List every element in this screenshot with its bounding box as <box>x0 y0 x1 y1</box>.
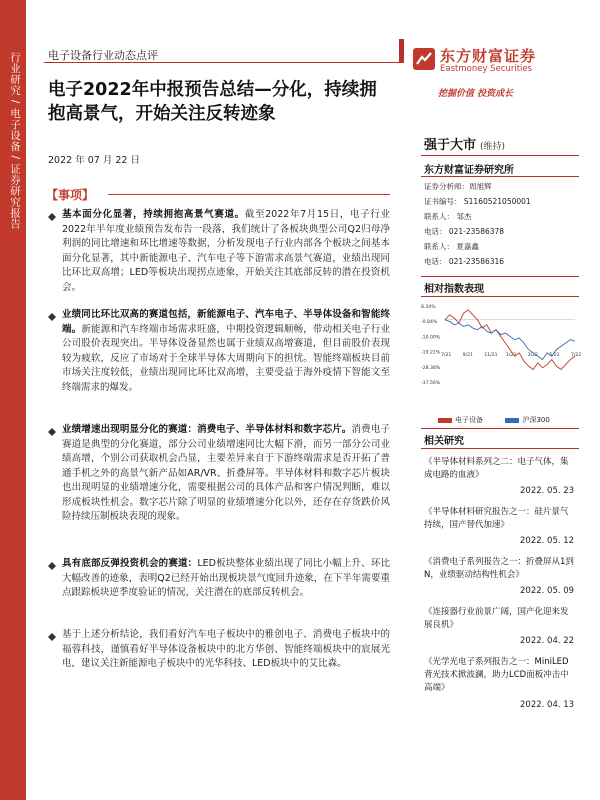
paragraph-2-lead: 业绩同比环比双高的赛道包括，新能源电子、汽车电子、半导体设备和智能终端。 <box>62 309 390 335</box>
logo-mark-icon <box>412 47 436 71</box>
right-divider-3 <box>421 276 579 277</box>
chart-section-title: 相对指数表现 <box>424 284 484 295</box>
y-tick-label: -10.00% <box>421 335 441 341</box>
bullet-diamond-icon <box>48 213 56 221</box>
left-sidebar <box>0 0 26 800</box>
y-tick-label: -0.84% <box>421 320 438 326</box>
chart-legend <box>438 415 550 425</box>
right-divider-2 <box>421 176 579 177</box>
y-tick-label: 8.34% <box>421 305 436 310</box>
bullet-diamond-icon <box>48 633 56 641</box>
right-divider-1 <box>421 155 579 156</box>
related-item-date: 2022. 04. 13 <box>520 700 575 710</box>
related-item[interactable]: 《光学光电子系列报告之一：MiniLED背光技术掀波澜，助力LCD面板冲击中高端》 <box>424 657 569 693</box>
paragraph-4-body: LED板块整体业绩出现了同比小幅上升、环比大幅改善的迹象，表明Q2已经开始出现板块景气度回升迹象，在下半年需要重点跟踪板块逆季度验证的情况，关注潜在的底部反转机会。 <box>62 558 390 598</box>
rating-label: 强于大市 <box>424 138 477 153</box>
right-divider-4 <box>421 296 579 297</box>
paragraph-3 <box>62 423 390 525</box>
events-divider <box>108 194 390 195</box>
events-label: 【事项】 <box>46 188 95 202</box>
legend-item-hs300: 沪深300 <box>505 416 549 424</box>
y-tick-label: -19.21% <box>421 350 441 356</box>
related-item-date: 2022. 05. 12 <box>520 536 575 546</box>
paragraph-3-body: 消费电子赛道是典型的分化赛道，部分公司业绩增速同比大幅下滑，而另一部分公司业绩高增，个别公司获取机会凸显，主要差异来自于下游终端需求是否开拓了普通手机之外的高景气新产品如AR/VR、折叠屏等。半导体材料和数字芯片板块也出现明显的业绩增速分化，需要根据公司的具体产品和客户情况判断，难以形成板块性机会。数字芯片除了明显的业绩增速分化以外，还存在存货跌价风险持续压制板块表现的现象。 <box>62 424 390 522</box>
related-item[interactable]: 《半导体材料系列之二：电子气体，集成电路的血液》 <box>424 457 569 480</box>
bullet-diamond-icon <box>48 313 56 321</box>
paragraph-5 <box>62 628 390 672</box>
bullet-diamond-icon <box>48 428 56 436</box>
related-item[interactable]: 《连接器行业前景广阔，国产化迎来发展良机》 <box>424 607 569 630</box>
right-divider-5 <box>421 428 579 429</box>
rating-sub: (维持) <box>480 142 506 152</box>
related-item[interactable]: 《半导体材料研究报告之一：硅片景气持续，国产替代加速》 <box>424 507 569 530</box>
header-accent-block <box>399 39 404 63</box>
related-item-date: 2022. 05. 23 <box>520 486 575 496</box>
legend-item-electronics: 电子设备 <box>438 416 483 424</box>
contact-phone-1: 电话： 021-23586378 <box>424 227 505 236</box>
series-line-电子设备 <box>445 310 575 370</box>
report-title: 电子2022年中报预告总结—分化，持续拥抱高景气，开始关注反转迹象 <box>48 80 377 124</box>
x-tick-label: 9/21 <box>462 353 473 358</box>
y-tick-label: -37.56% <box>421 381 441 386</box>
x-tick-label: 1/22 <box>506 353 517 358</box>
relative-index-chart <box>421 300 582 400</box>
related-research-title: 相关研究 <box>424 436 464 447</box>
paragraph-3-lead: 业绩增速出现明显分化的赛道：消费电子、半导体材料和数字芯片。 <box>62 424 352 435</box>
institute-name: 东方财富证券研究所 <box>424 165 514 176</box>
paragraph-1-body: 截至2022年7月15日，电子行业2022年半年度业绩预告发布告一段落，我们统计了各板块典型公司Q2归母净利润的同比增速和环比增速等数据，分析发现电子行业内部各个板块之间基本面分化显著，其中新能源电子、汽车电子等下游需求高景气赛道，业绩出现同比环比双高增；LED等板块出现拐点迹象，开始关注其底部反转的潜在投资机会。 <box>62 209 390 293</box>
analyst-name: 证券分析师：周旭辉 <box>424 182 492 191</box>
paragraph-4 <box>62 557 390 601</box>
logo-english-name: Eastmoney Securities <box>440 64 533 74</box>
contact-person-1: 联系人： 邹杰 <box>424 212 472 221</box>
x-tick-label: 3/22 <box>527 353 538 358</box>
paragraph-2 <box>62 308 390 395</box>
related-item-date: 2022. 04. 22 <box>520 636 575 646</box>
paragraph-2-body: 新能源和汽车终端市场需求旺盛，中期投资逻辑顺畅，带动相关电子行业公司股价表现突出。半导体设备显然也属于业绩双高增赛道，但目前股价表现较为疲软，反应了市场对于全球半导体大周期向下的担忧。智能终端板块目前市场关注度较低，业绩出现同比环比双高增，主要受益于海外疫情下智能文至终端需求的爆发。 <box>62 323 390 393</box>
logo-chinese-name: 东方财富证券 <box>440 47 537 65</box>
header-divider <box>44 62 399 63</box>
x-tick-label: 5/22 <box>549 353 560 358</box>
report-type-label: 电子设备行业动态点评 <box>48 49 158 62</box>
x-tick-label: 11/21 <box>484 353 498 358</box>
sidebar-category-text: 行业研究 / 电子设备 / 证券研究报告 <box>9 52 21 230</box>
related-item[interactable]: 《消费电子系列报告之一：折叠屏从1到N，业绩驱动结构性机会》 <box>424 557 574 580</box>
certificate-number: 证书编号： S1160521050001 <box>424 197 531 206</box>
contact-person-2: 联系人： 夏嘉鑫 <box>424 242 479 251</box>
paragraph-1-lead: 基本面分化显著，持续拥抱高景气赛道。 <box>62 209 245 220</box>
related-item-date: 2022. 05. 09 <box>520 586 575 596</box>
right-divider-6 <box>421 448 579 449</box>
paragraph-4-lead: 具有底部反弹投资机会的赛道： <box>62 558 198 569</box>
company-logo <box>412 45 562 75</box>
bullet-diamond-icon <box>48 562 56 570</box>
rating-block <box>424 134 505 153</box>
paragraph-5-body: 基于上述分析结论，我们看好汽车电子板块中的雅创电子、消费电子板块中的福蓉科技，谨慎看好半导体设备板块中的北方华创、智能终端板块中的宸展光电，建议关注新能源电子板块中的光华科技、LED板块中的艾比森。 <box>62 629 390 669</box>
contact-phone-2: 电话： 021-23586316 <box>424 257 505 266</box>
x-tick-label: 7/22 <box>571 353 582 358</box>
report-date: 2022 年 07 月 22 日 <box>48 155 140 166</box>
paragraph-1 <box>62 208 390 295</box>
company-slogan: 挖掘价值 投资成长 <box>438 89 514 99</box>
y-tick-label: -28.38% <box>421 365 441 371</box>
x-tick-label: 7/21 <box>441 353 452 358</box>
